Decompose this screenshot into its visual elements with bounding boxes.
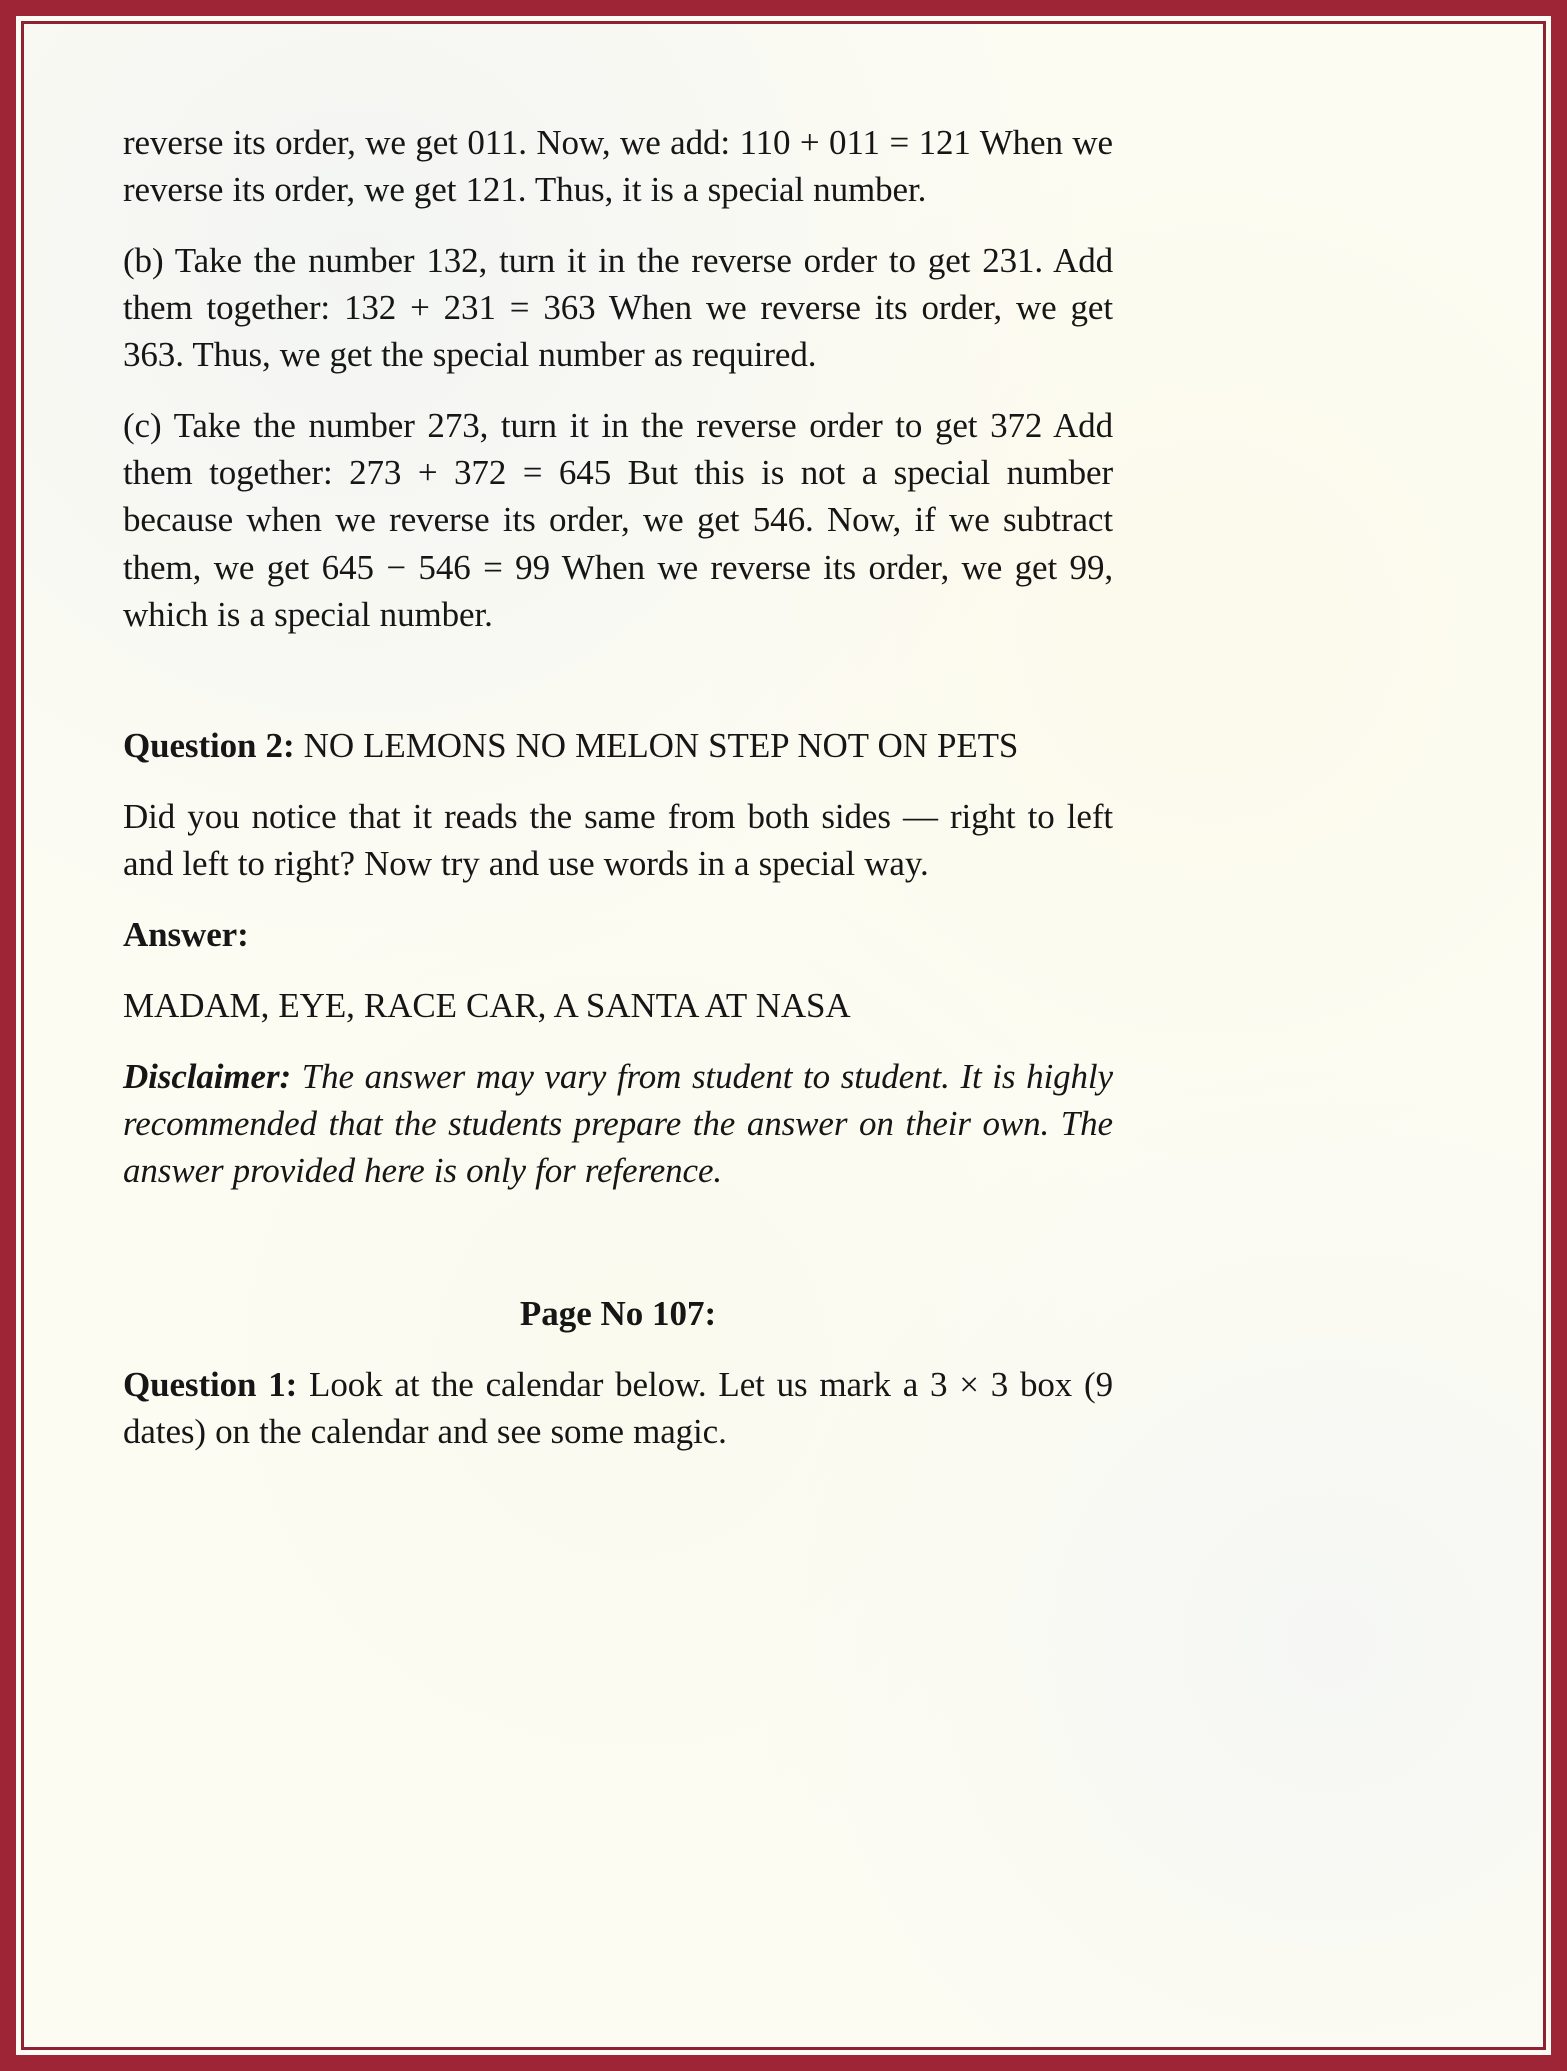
question-2-text: NO LEMONS NO MELON STEP NOT ON PETS [294,725,1019,765]
page-number-heading: Page No 107: [519,1294,717,1334]
paragraph-b: (b) Take the number 132, turn it in the reverse order to get 231. Add them together: 132 + 231 = 363 When we reverse its order, we get 363. Thus, we get the special number as required. [123,241,1113,375]
question-2-heading [123,722,1113,769]
question-2-body: Did you notice that it reads the same from both sides — right to left and left to right? Now try and use words in a special way. [123,796,1113,883]
paragraph-a-continued: reverse its order, we get 011. Now, we add: 110 + 011 = 121 When we reverse its order, we get 121. Thus, it is a special number. [123,123,1113,210]
paragraph-c: (c) Take the number 273, turn it in the reverse order to get 372 Add them together: 273 + 372 = 645 But this is not a special number because when we reverse its order, we get 546. Now, if we subtract them, we get 645 − 546 = 99 When we reverse its order, we get 99, which is a special number. [123,406,1113,634]
page-heading-spacer [123,1218,1113,1290]
paper-surface [24,24,1543,2047]
question-2-label: Question 2: [123,725,295,765]
question-1-text: Look at the calendar below. Let us mark a 3 × 3 box (9 dates) on the calendar and see some magic. [123,1365,1114,1452]
section-spacer [123,662,1113,722]
disclaimer-paragraph [123,1053,1113,1194]
page-inner-rule [21,21,1546,2050]
question-1-heading [123,1361,1113,1455]
disclaimer-text: The answer may vary from student to student. It is highly recommended that the students prepare the answer on their own. The answer provided here is only for reference. [123,1056,1113,1191]
answer-label: Answer: [123,914,249,954]
answer-text: MADAM, EYE, RACE CAR, A SANTA AT NASA [123,985,851,1025]
document-content [123,119,1113,1455]
page-border-gap [16,16,1551,2055]
question-1-label: Question 1: [123,1365,298,1405]
disclaimer-label: Disclaimer: [123,1056,292,1096]
